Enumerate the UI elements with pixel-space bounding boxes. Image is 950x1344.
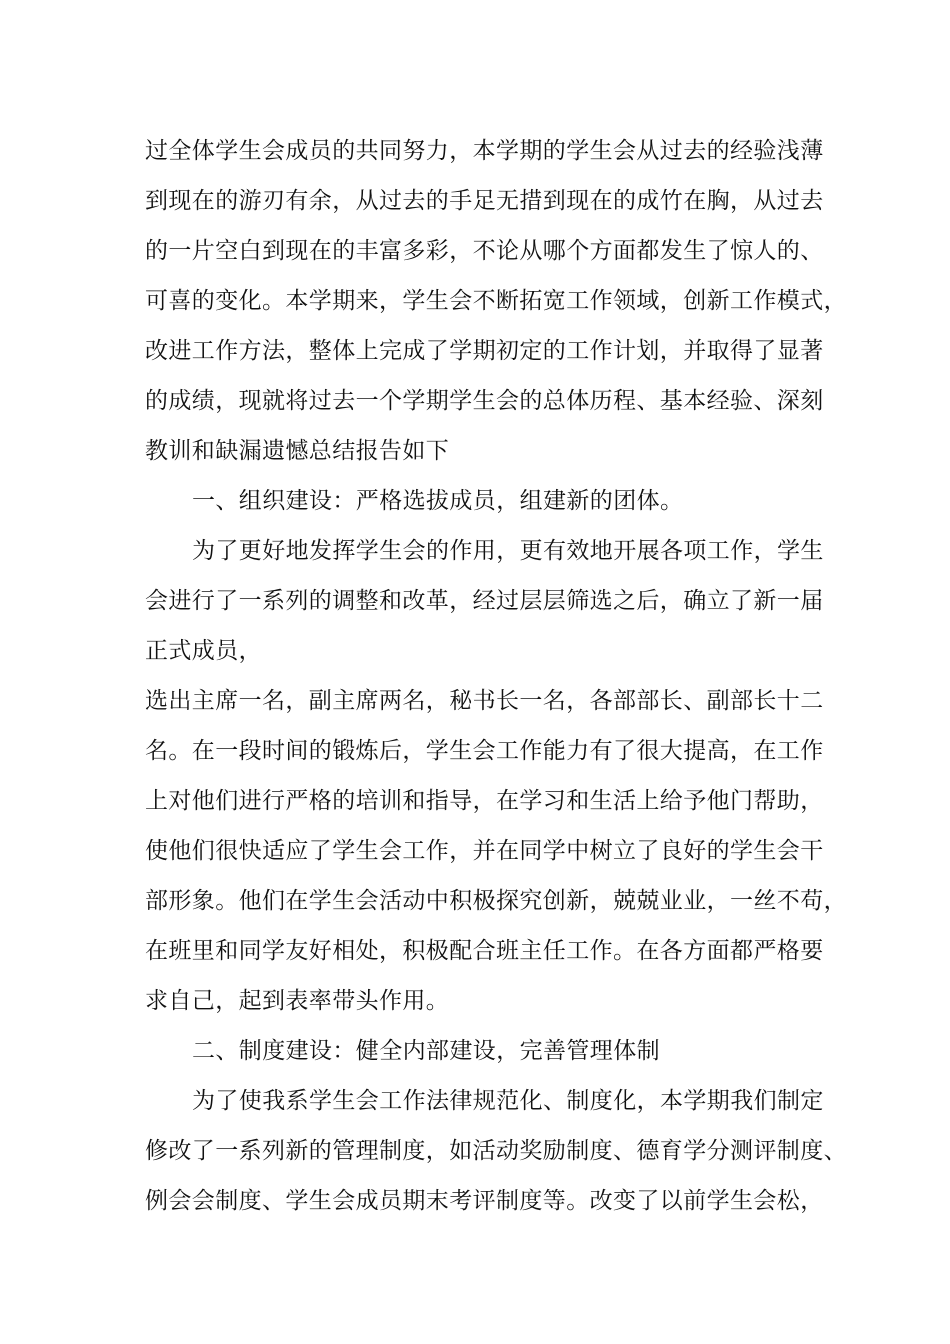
section-heading: 二、制度建设：健全内部建设，完善管理体制 (192, 1038, 660, 1064)
text-line: 求自己，起到表率带头作用。 (145, 988, 450, 1014)
text-line: 名。在一段时间的锻炼后，学生会工作能力有了很大提高，在工作 (145, 738, 824, 764)
text-line: 为了使我系学生会工作法律规范化、制度化，本学期我们制定 (192, 1088, 824, 1114)
text-line: 例会会制度、学生会成员期末考评制度等。改变了以前学生会松， (145, 1188, 824, 1214)
section-heading: 一、组织建设：严格选拔成员，组建新的团体。 (192, 488, 684, 514)
text-line: 上对他们进行严格的培训和指导，在学习和生活上给予他门帮助， (145, 788, 824, 814)
text-line: 在班里和同学友好相处，积极配合班主任工作。在各方面都严格要 (145, 938, 824, 964)
text-line: 会进行了一系列的调整和改革，经过层层筛选之后，确立了新一届 (145, 588, 824, 614)
text-line: 到现在的游刃有余，从过去的手足无措到现在的成竹在胸，从过去 (145, 188, 824, 214)
text-line: 教训和缺漏遗憾总结报告如下 (145, 438, 450, 464)
text-line: 的成绩，现就将过去一个学期学生会的总体历程、基本经验、深刻 (145, 388, 824, 414)
text-line: 为了更好地发挥学生会的作用，更有效地开展各项工作，学生 (192, 538, 824, 564)
text-line: 选出主席一名，副主席两名，秘书长一名，各部部长、副部长十二 (145, 688, 824, 714)
text-line: 使他们很快适应了学生会工作，并在同学中树立了良好的学生会干 (145, 838, 824, 864)
text-line: 修改了一系列新的管理制度，如活动奖励制度、德育学分测评制度、 (145, 1138, 847, 1164)
text-line: 可喜的变化。本学期来，学生会不断拓宽工作领域，创新工作模式， (145, 288, 847, 314)
text-line: 部形象。他们在学生会活动中积极探究创新，兢兢业业，一丝不苟， (145, 888, 847, 914)
text-line: 过全体学生会成员的共同努力，本学期的学生会从过去的经验浅薄 (145, 138, 824, 164)
text-line: 正式成员， (145, 638, 262, 664)
text-line: 的一片空白到现在的丰富多彩，不论从哪个方面都发生了惊人的、 (145, 238, 824, 264)
text-line: 改进工作方法，整体上完成了学期初定的工作计划，并取得了显著 (145, 338, 824, 364)
